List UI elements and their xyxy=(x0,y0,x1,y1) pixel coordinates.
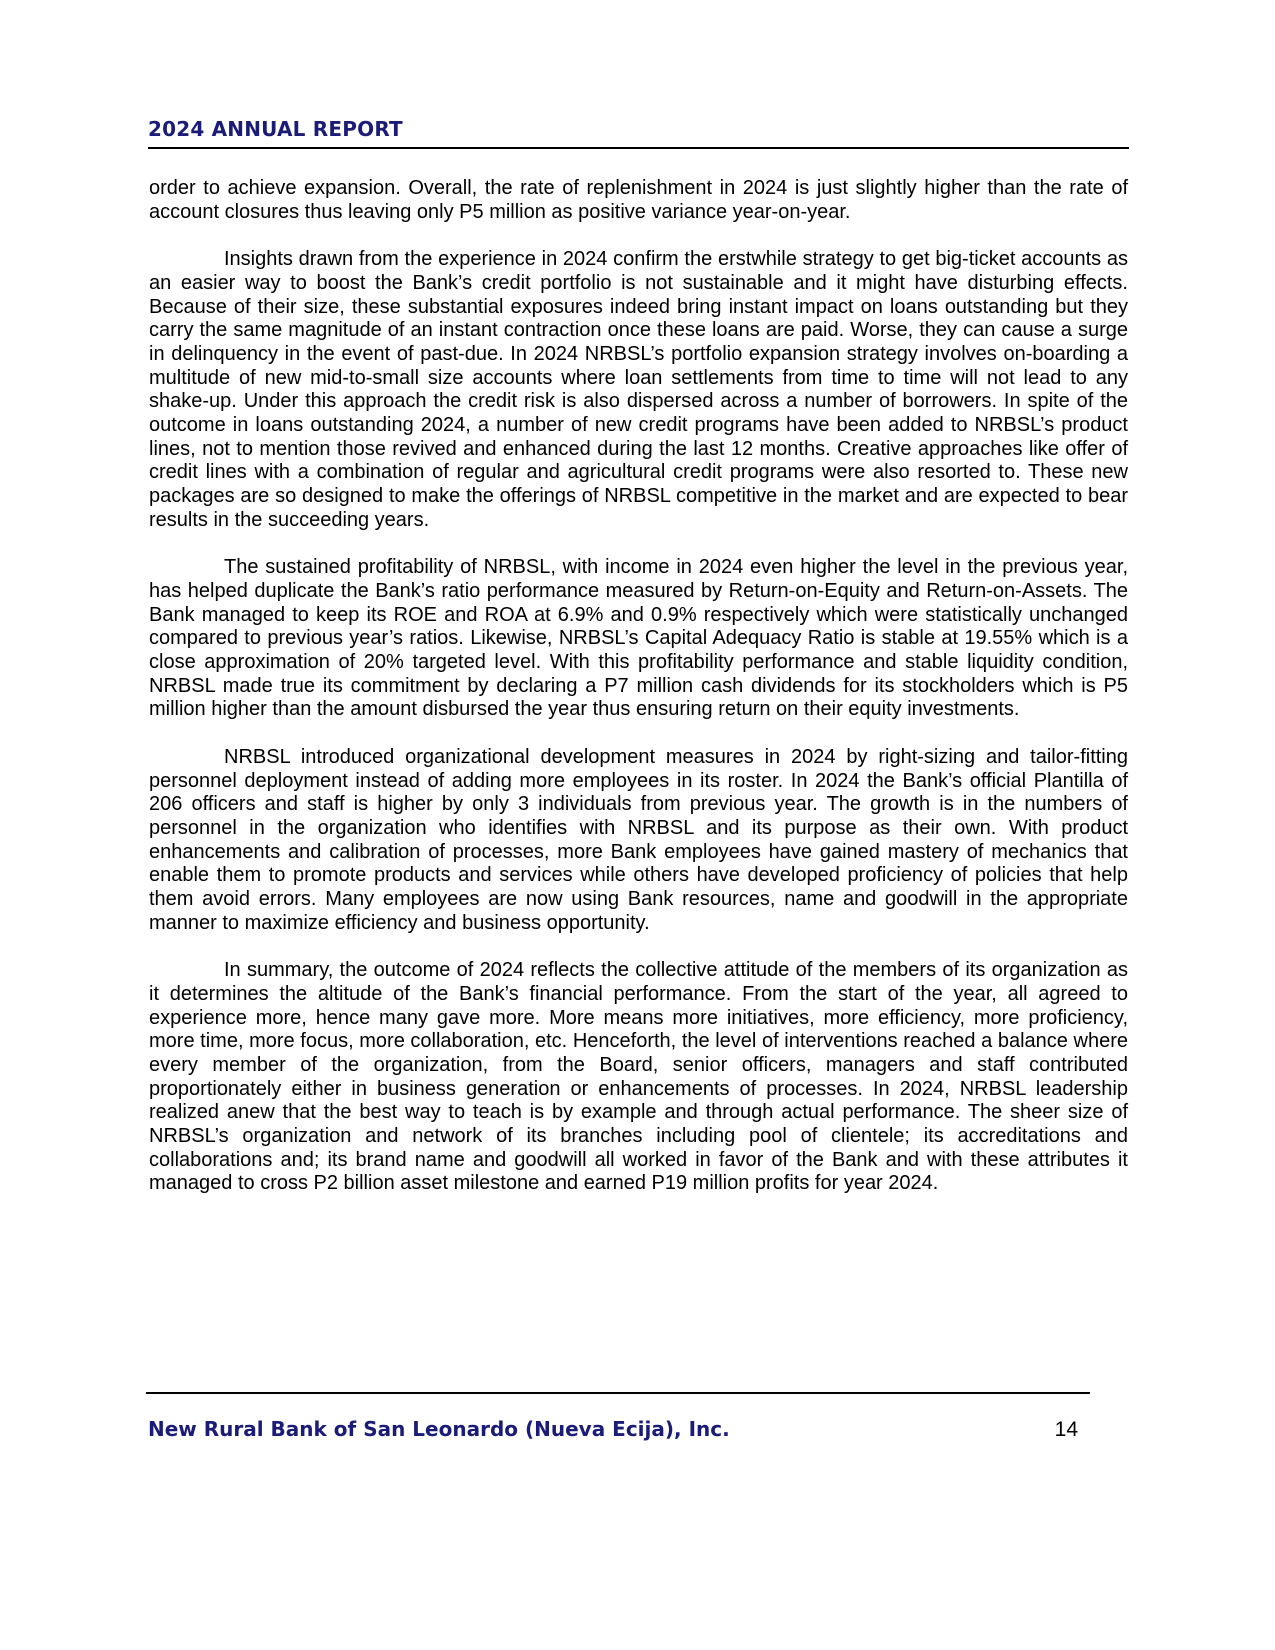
body-paragraph: NRBSL introduced organizational development measures in 2024 by right-sizing and tailor-fitting personnel deployment instead of adding more employees in its roster. In 2024 the Bank’s official Plantilla of 206 officers and staff is higher by only 3 individuals from previous year. The growth is in the numbers of personnel in the organization who identifies with NRBSL and its purpose as their own. With product enhancements and calibration of processes, more Bank employees have gained mastery of mechanics that enable them to promote products and services while others have developed proficiency of policies that help them avoid errors. Many employees are now using Bank resources, name and goodwill in the appropriate manner to maximize efficiency and business opportunity. xyxy=(149,745,1128,934)
page-footer xyxy=(148,1416,1090,1443)
body-paragraph: order to achieve expansion. Overall, the rate of replenishment in 2024 is just slightly higher than the rate of account closures thus leaving only P5 million as positive variance year-on-year. xyxy=(149,177,1128,223)
header-divider xyxy=(148,147,1129,149)
body-paragraph: The sustained profitability of NRBSL, with income in 2024 even higher the level in the previous year, has helped duplicate the Bank’s ratio performance measured by Return-on-Equity and Return-on-Assets. The Bank managed to keep its ROE and ROA at 6.9% and 0.9% respectively which were statistically unchanged compared to previous year’s ratios. Likewise, NRBSL’s Capital Adequacy Ratio is stable at 19.55% which is a close approximation of 20% targeted level. With this profitability performance and stable liquidity condition, NRBSL made true its commitment by declaring a P7 million cash dividends for its stockholders which is P5 million higher than the amount disbursed the year thus ensuring return on their equity investments. xyxy=(149,556,1128,721)
footer-bank-name: New Rural Bank of San Leonardo (Nueva Ecija), Inc. xyxy=(148,1417,730,1441)
footer-page-number: 14 xyxy=(1054,1418,1078,1441)
body-paragraph: Insights drawn from the experience in 2024 confirm the erstwhile strategy to get big-ticket accounts as an easier way to boost the Bank’s credit portfolio is not sustainable and it might have disturbing effects. Because of their size, these substantial exposures indeed bring instant impact on loans outstanding but they carry the same magnitude of an instant contraction once these loans are paid. Worse, they can cause a surge in delinquency in the event of past-due. In 2024 NRBSL’s portfolio expansion strategy involves on-boarding a multitude of new mid-to-small size accounts where loan settlements from time to time will not lead to any shake-up. Under this approach the credit risk is also dispersed across a number of borrowers. In spite of the outcome in loans outstanding 2024, a number of new credit programs have been added to NRBSL’s product lines, not to mention those revived and enhanced during the last 12 months. Creative approaches like offer of credit lines with a combination of regular and agricultural credit programs were also resorted to. These new packages are so designed to make the offerings of NRBSL competitive in the market and are expected to bear results in the succeeding years. xyxy=(149,248,1128,531)
footer-divider xyxy=(146,1392,1090,1394)
page-header-title: 2024 ANNUAL REPORT xyxy=(148,117,403,141)
document-body xyxy=(149,177,1128,1220)
body-paragraph: In summary, the outcome of 2024 reflects the collective attitude of the members of its organization as it determines the altitude of the Bank’s financial performance. From the start of the year, all agreed to experience more, hence many gave more. More means more initiatives, more efficiency, more proficiency, more time, more focus, more collaboration, etc. Henceforth, the level of interventions reached a balance where every member of the organization, from the Board, senior officers, managers and staff contributed proportionately either in business generation or enhancements of processes. In 2024, NRBSL leadership realized anew that the best way to teach is by example and through actual performance. The sheer size of NRBSL’s organization and network of its branches including pool of clientele; its accreditations and collaborations and; its brand name and goodwill all worked in favor of the Bank and with these attributes it managed to cross P2 billion asset milestone and earned P19 million profits for year 2024. xyxy=(149,959,1128,1195)
